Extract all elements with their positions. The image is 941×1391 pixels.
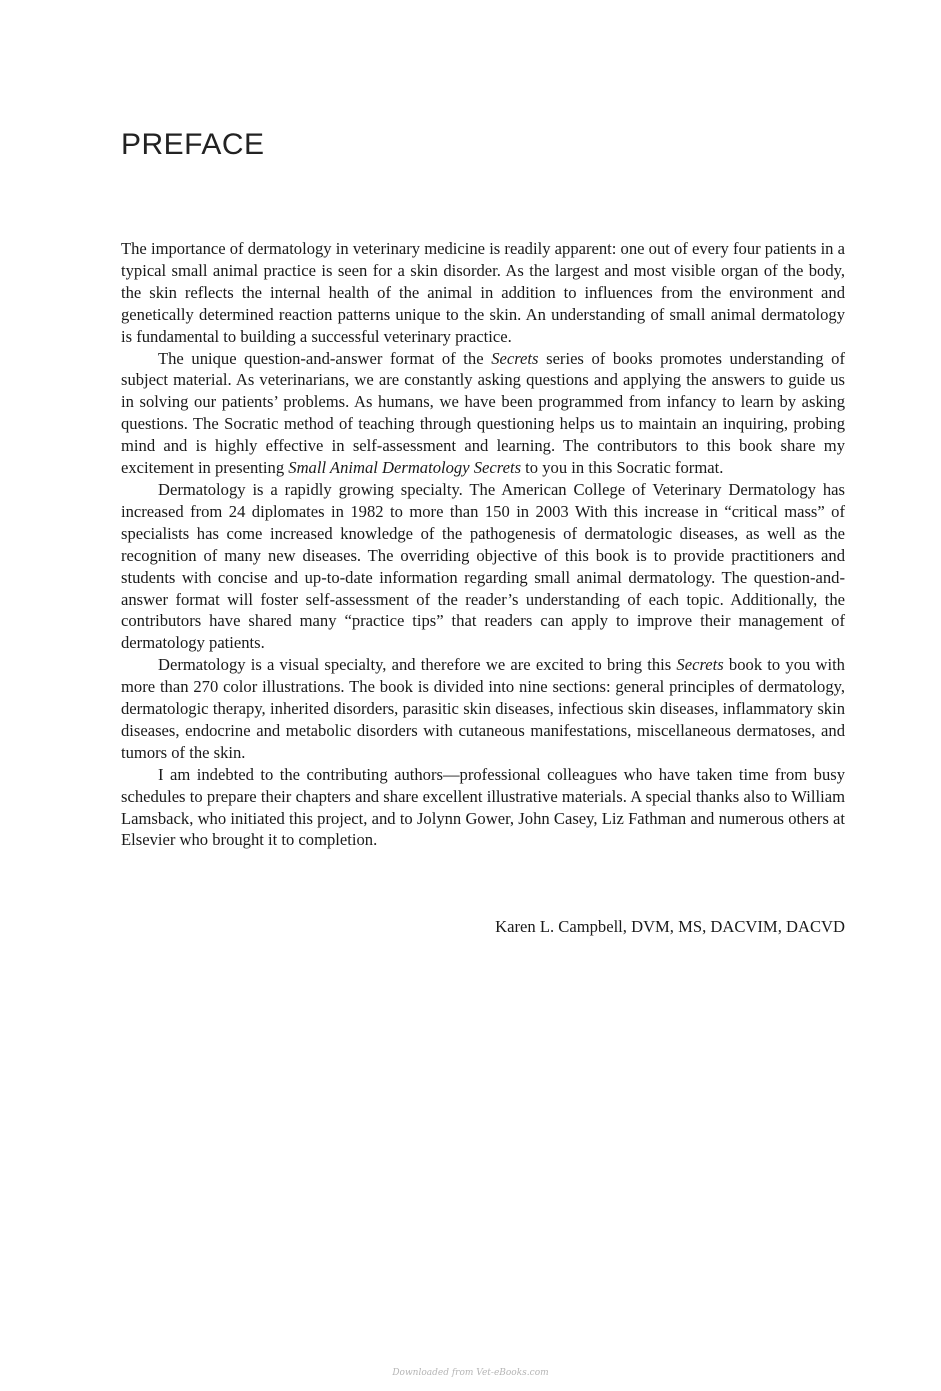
paragraph — [121, 654, 845, 764]
paragraph-text: The unique question-and-answer format of the — [158, 348, 492, 368]
book-series-title: Secrets — [491, 348, 539, 368]
paragraph-text: series of books promotes understanding of subject material. As veterinarians, we are constantly asking questions and applying the answers to guide us in solving our patients’ problems. As humans, we have been programmed from infancy to learn by asking questions. The Socratic method of teaching through questioning helps us to maintain an inquiring, probing mind and is highly effective in self-assessment and learning. The contributors to this book share my excitement in presenting — [121, 348, 845, 478]
page-title: PREFACE — [121, 128, 265, 161]
preface-body — [121, 238, 845, 851]
book-title: Small Animal Dermatology Secrets — [288, 458, 522, 478]
paragraph — [121, 764, 845, 852]
download-watermark: Downloaded from Vet-eBooks.com — [392, 1368, 549, 1378]
paragraph-text: book to you with more than 270 color illustrations. The book is divided into nine sections: general principles of dermatology, dermatologic therapy, inherited disorders, parasitic skin diseases, infectious skin diseases, inflammatory skin diseases, endocrine and metabolic disorders with cutaneous manifestations, miscellaneous dermatoses, and tumors of the skin. — [121, 655, 845, 762]
paragraph — [121, 479, 845, 654]
paragraph-text: Dermatology is a visual specialty, and therefore we are excited to bring this — [158, 655, 677, 675]
paragraph-text: Dermatology is a rapidly growing specialty. The American College of Veterinary Dermatology has increased from 24 diplomates in 1982 to more than 150 in 2003 With this increase in “critical mass” of specialists has come increased knowledge of the pathogenesis of dermatologic diseases, as well as the recognition of many new diseases. The overriding objective of this book is to provide practitioners and students with concise and up-to-date information regarding small animal dermatology. The question-and-answer format will foster self-assessment of the reader’s understanding of each topic. Additionally, the contributors have shared many “practice tips” that readers can apply to improve their management of dermatology patients. — [121, 479, 845, 653]
paragraph-text: I am indebted to the contributing authors—professional colleagues who have taken time from busy schedules to prepare their chapters and share excellent illustrative materials. A special thanks also to William Lamsback, who initiated this project, and to Jolynn Gower, John Casey, Liz Fathman and numerous others at Elsevier who brought it to completion. — [121, 764, 845, 850]
paragraph-text: to you in this Socratic format. — [521, 458, 724, 478]
paragraph — [121, 238, 845, 348]
paragraph-text: The importance of dermatology in veterinary medicine is readily apparent: one out of every four patients in a typical small animal practice is seen for a skin disorder. As the largest and most visible organ of the body, the skin reflects the internal health of the animal in addition to influences from the environment and genetically determined reaction patterns unique to the skin. An understanding of small animal dermatology is fundamental to building a successful veterinary practice. — [121, 239, 845, 346]
paragraph — [121, 348, 845, 479]
author-signature: Karen L. Campbell, DVM, MS, DACVIM, DACVD — [495, 917, 845, 936]
book-series-title: Secrets — [676, 655, 724, 675]
